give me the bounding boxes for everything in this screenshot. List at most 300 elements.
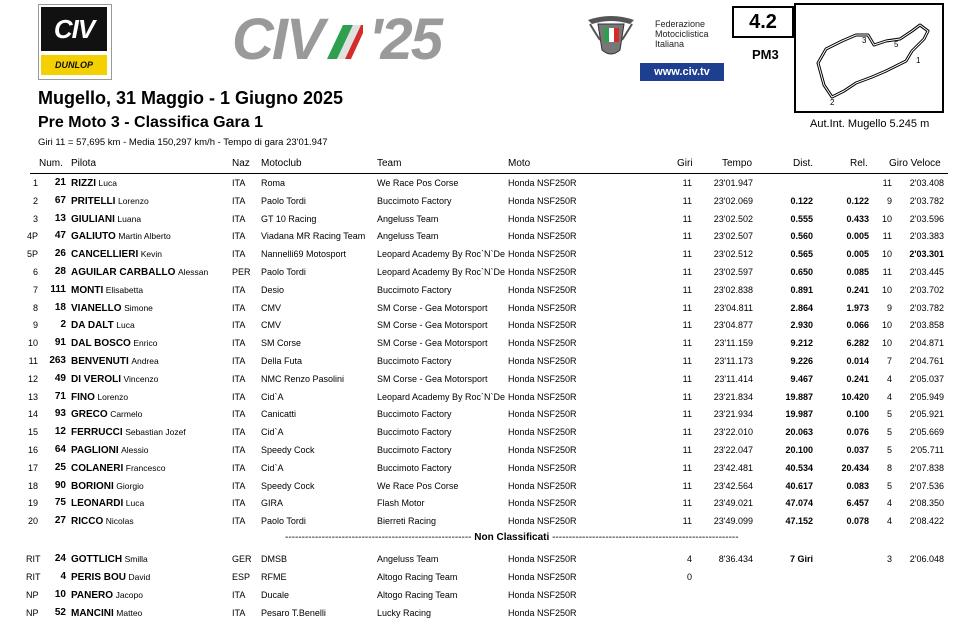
position: 15 — [27, 427, 38, 437]
bike: Honda NSF250R — [508, 303, 577, 313]
bike: Honda NSF250R — [508, 445, 577, 455]
table-row — [0, 569, 967, 586]
team: Leopard Academy By Roc`N`De — [377, 392, 506, 402]
nationality: ITA — [232, 374, 246, 384]
dunlop-logo-text: DUNLOP — [41, 55, 107, 75]
rider-name — [71, 554, 148, 565]
best-lap-time: 2'05.711 — [910, 445, 944, 455]
gap-previous: 0.241 — [846, 285, 869, 295]
rider-firstname: Andrea — [131, 356, 159, 366]
team: Lucky Racing — [377, 608, 432, 618]
nationality: ITA — [232, 303, 246, 313]
position: 17 — [27, 463, 38, 473]
motoclub: Desio — [261, 285, 285, 295]
race-time: 23'49.021 — [713, 498, 753, 508]
rider-name — [71, 409, 142, 420]
laps: 11 — [682, 267, 692, 277]
laps: 11 — [682, 338, 692, 348]
header-naz: Naz — [232, 158, 250, 169]
table-row — [0, 551, 967, 568]
motoclub: Ducale — [261, 590, 290, 600]
gap-previous: 0.005 — [846, 249, 869, 259]
nationality: ITA — [232, 498, 246, 508]
race-time: 23'21.834 — [713, 392, 753, 402]
table-row — [0, 442, 967, 459]
motoclub: Cid`A — [261, 392, 284, 402]
race-number: 71 — [54, 391, 66, 402]
best-lap-time: 2'07.536 — [909, 481, 944, 491]
motoclub: SM Corse — [261, 338, 302, 348]
race-summary: Giri 11 = 57,695 km - Media 150,297 km/h - Tempo di gara 23'01.947 — [38, 137, 328, 148]
nationality: ITA — [232, 231, 246, 241]
best-lap-time: 2'05.669 — [909, 427, 944, 437]
best-lap-time: 2'03.596 — [909, 214, 944, 224]
best-lap-time: 2'04.871 — [909, 338, 944, 348]
bike: Honda NSF250R — [508, 214, 577, 224]
team: SM Corse - Gea Motorsport — [377, 374, 488, 384]
team: Buccimoto Factory — [377, 196, 452, 206]
best-lap-number: 5 — [886, 481, 892, 491]
table-row — [0, 605, 967, 622]
table-row — [0, 460, 967, 477]
gap-leader: 2.930 — [790, 320, 813, 330]
gap-previous: 0.076 — [846, 427, 869, 437]
bike: Honda NSF250R — [508, 249, 577, 259]
non-classified-label: Non Classificati — [474, 532, 550, 543]
laps: 11 — [682, 481, 692, 491]
civ-logo-text: CIV — [41, 7, 107, 51]
race-number: 28 — [54, 266, 66, 277]
header-motoclub: Motoclub — [261, 158, 302, 169]
rider-firstname: Vincenzo — [123, 374, 159, 384]
bike: Honda NSF250R — [508, 498, 577, 508]
best-lap-time: 2'03.383 — [909, 231, 944, 241]
rider-firstname: Elisabetta — [105, 285, 144, 295]
team: Bierreti Racing — [377, 516, 437, 526]
position: 2 — [32, 196, 38, 206]
rider-firstname: Luca — [116, 320, 135, 330]
nationality: ITA — [232, 214, 246, 224]
best-lap-time: 2'05.949 — [909, 392, 944, 402]
best-lap-number: 9 — [886, 303, 892, 313]
rider-surname: GRECO — [71, 409, 108, 420]
gap-leader: 47.152 — [785, 516, 813, 526]
gap-leader: 0.555 — [790, 214, 813, 224]
race-time: 23'42.564 — [713, 481, 753, 491]
header-giro-veloce: Giro Veloce — [889, 158, 941, 169]
race-number: 4 — [60, 571, 66, 582]
race-number: 24 — [54, 553, 66, 564]
position: 16 — [27, 445, 38, 455]
rider-firstname: Kevin — [140, 249, 163, 259]
team: We Race Pos Corse — [377, 481, 459, 491]
rider-name — [71, 498, 144, 509]
bike: Honda NSF250R — [508, 590, 577, 600]
bike: Honda NSF250R — [508, 338, 577, 348]
race-time: 23'02.069 — [713, 196, 753, 206]
turn-label: 2 — [830, 98, 835, 107]
rider-firstname: Luca — [98, 178, 117, 188]
rider-firstname: Smilla — [124, 554, 148, 564]
civ25-logo-text: CIV — [232, 7, 323, 72]
position: 13 — [27, 392, 38, 402]
race-number: 67 — [54, 195, 66, 206]
motoclub: GIRA — [261, 498, 284, 508]
table-row — [0, 300, 967, 317]
team: Buccimoto Factory — [377, 445, 452, 455]
rider-name — [71, 590, 143, 601]
laps: 0 — [686, 572, 692, 582]
best-lap-number: 8 — [886, 463, 892, 473]
best-lap-time: 2'03.408 — [909, 178, 944, 188]
best-lap-time: 2'06.048 — [909, 554, 944, 564]
header-tempo: Tempo — [722, 158, 753, 169]
nationality: ITA — [232, 481, 246, 491]
bike: Honda NSF250R — [508, 463, 577, 473]
best-lap-time: 2'03.445 — [909, 267, 944, 277]
best-lap-number: 5 — [886, 409, 892, 419]
best-lap-time: 2'03.782 — [909, 196, 944, 206]
turn-label: 5 — [894, 40, 899, 49]
gap-previous: 0.083 — [846, 481, 869, 491]
gap-previous: 0.241 — [846, 374, 869, 384]
gap-leader: 9.226 — [790, 356, 813, 366]
table-row — [0, 371, 967, 388]
position: NP — [26, 608, 39, 618]
bike: Honda NSF250R — [508, 320, 577, 330]
best-lap-time: 2'03.782 — [909, 303, 944, 313]
rider-name — [71, 516, 134, 527]
bike: Honda NSF250R — [508, 178, 577, 188]
team: Leopard Academy By Roc`N`De — [377, 249, 506, 259]
rider-firstname: Jacopo — [115, 590, 143, 600]
bike: Honda NSF250R — [508, 374, 577, 384]
laps: 11 — [682, 249, 692, 259]
gap-leader: 9.212 — [790, 338, 813, 348]
table-row — [0, 317, 967, 334]
rider-surname: RICCO — [71, 516, 104, 527]
motoclub: CMV — [261, 303, 281, 313]
motoclub: Della Futa — [261, 356, 303, 366]
gap-leader: 47.074 — [785, 498, 813, 508]
rider-name — [71, 481, 144, 492]
rider-surname: VIANELLO — [71, 303, 122, 314]
motoclub: Speedy Cock — [261, 481, 315, 491]
motoclub: Nannelli69 Motosport — [261, 249, 347, 259]
table-row — [0, 424, 967, 441]
best-lap-number: 5 — [886, 427, 892, 437]
best-lap-number: 10 — [881, 285, 892, 295]
rider-surname: COLANERI — [71, 463, 124, 474]
team: SM Corse - Gea Motorsport — [377, 303, 488, 313]
best-lap-number: 7 — [886, 356, 892, 366]
bike: Honda NSF250R — [508, 231, 577, 241]
position: 20 — [27, 516, 38, 526]
team: Buccimoto Factory — [377, 427, 452, 437]
nationality: ITA — [232, 356, 246, 366]
table-row — [0, 228, 967, 245]
laps: 11 — [682, 445, 692, 455]
turn-label: 1 — [916, 56, 921, 65]
race-number: 49 — [54, 373, 66, 384]
table-row — [0, 513, 967, 530]
motoclub: RFME — [261, 572, 287, 582]
race-time: 23'49.099 — [713, 516, 753, 526]
gap-leader: 0.891 — [790, 285, 813, 295]
gap-previous: 0.014 — [846, 356, 869, 366]
team: Angeluss Team — [377, 231, 439, 241]
rider-surname: MONTI — [71, 285, 104, 296]
motoclub: GT 10 Racing — [261, 214, 317, 224]
team: Buccimoto Factory — [377, 285, 452, 295]
laps: 11 — [682, 463, 692, 473]
rider-name — [71, 427, 186, 438]
bike: Honda NSF250R — [508, 285, 577, 295]
best-lap-number: 4 — [886, 516, 892, 526]
mugello-track-icon — [796, 5, 942, 111]
laps: 11 — [682, 409, 692, 419]
team: Buccimoto Factory — [377, 463, 452, 473]
race-time: 23'22.047 — [713, 445, 753, 455]
laps: 11 — [682, 498, 692, 508]
laps: 11 — [682, 392, 692, 402]
civ25-year: '25 — [368, 7, 441, 72]
gap-previous: 0.078 — [846, 516, 869, 526]
position: 8 — [32, 303, 38, 313]
race-time: 8'36.434 — [718, 554, 753, 564]
gap-leader: 0.122 — [790, 196, 813, 206]
bike: Honda NSF250R — [508, 554, 577, 564]
fmi-line-3: Italiana — [655, 39, 685, 49]
bike: Honda NSF250R — [508, 608, 577, 618]
race-time: 23'04.811 — [714, 303, 753, 313]
rider-surname: DAL BOSCO — [71, 338, 131, 349]
header-giri: Giri — [677, 158, 693, 169]
fmi-line-2: Motociclistica — [655, 29, 709, 39]
position: NP — [26, 590, 39, 600]
track-info: Aut.Int. Mugello 5.245 m — [810, 118, 930, 130]
gap-previous: 6.282 — [846, 338, 869, 348]
team: SM Corse - Gea Motorsport — [377, 320, 488, 330]
position: 18 — [27, 481, 38, 491]
rider-firstname: Nicolas — [105, 516, 134, 526]
rider-firstname: Giorgio — [116, 481, 144, 491]
best-lap-number: 11 — [882, 231, 892, 241]
race-number: 21 — [54, 177, 66, 188]
table-row — [0, 211, 967, 228]
nationality: ITA — [232, 445, 246, 455]
gap-previous: 20.434 — [841, 463, 869, 473]
table-row — [0, 335, 967, 352]
race-time: 23'02.502 — [713, 214, 753, 224]
gap-leader: 0.650 — [790, 267, 813, 277]
best-lap-time: 2'05.921 — [909, 409, 944, 419]
best-lap-number: 5 — [886, 445, 892, 455]
header-rel: Rel. — [850, 158, 868, 169]
position: 5P — [26, 249, 38, 259]
team: Buccimoto Factory — [377, 356, 452, 366]
team: Buccimoto Factory — [377, 409, 452, 419]
gap-leader: 7 Giri — [789, 554, 813, 564]
header-num: Num. — [39, 158, 63, 169]
team: Leopard Academy By Roc`N`De — [377, 267, 506, 277]
rider-surname: BENVENUTI — [71, 356, 129, 367]
nationality: ITA — [232, 320, 246, 330]
track-map — [794, 3, 944, 113]
gap-leader: 40.617 — [785, 481, 813, 491]
motoclub: Paolo Tordi — [261, 516, 306, 526]
race-number: 91 — [54, 337, 66, 348]
italian-flag-swoosh-icon — [323, 21, 363, 61]
laps: 11 — [682, 285, 692, 295]
gap-leader: 9.467 — [790, 374, 813, 384]
race-time: 23'02.512 — [713, 249, 753, 259]
rider-surname: BORIONI — [71, 481, 114, 492]
rider-name — [71, 392, 128, 403]
race-number: 13 — [54, 213, 66, 224]
nationality: ITA — [232, 392, 246, 402]
motoclub: NMC Renzo Pasolini — [261, 374, 345, 384]
best-lap-time: 2'03.858 — [909, 320, 944, 330]
bike: Honda NSF250R — [508, 267, 577, 277]
best-lap-number: 4 — [886, 374, 892, 384]
position: 3 — [32, 214, 38, 224]
nationality: ITA — [232, 409, 246, 419]
nationality: ITA — [232, 338, 246, 348]
nationality: PER — [232, 267, 251, 277]
gap-previous: 6.457 — [846, 498, 869, 508]
laps: 11 — [682, 320, 692, 330]
rider-surname: LEONARDI — [71, 498, 124, 509]
gap-previous: 0.085 — [846, 267, 869, 277]
position: 1 — [32, 178, 38, 188]
team: Angeluss Team — [377, 554, 439, 564]
laps: 11 — [682, 427, 692, 437]
bike: Honda NSF250R — [508, 572, 577, 582]
motoclub: Pesaro T.Benelli — [261, 608, 326, 618]
motoclub: Cid`A — [261, 463, 284, 473]
race-number: 26 — [54, 248, 66, 259]
team: Altogo Racing Team — [377, 572, 458, 582]
race-time: 23'11.159 — [714, 338, 753, 348]
rider-firstname: Luana — [117, 214, 142, 224]
rider-name — [71, 463, 165, 474]
rider-surname: GALIUTO — [71, 231, 116, 242]
gap-previous: 1.973 — [846, 303, 869, 313]
laps: 11 — [682, 374, 692, 384]
gap-previous: 0.100 — [846, 409, 869, 419]
best-lap-number: 9 — [886, 196, 892, 206]
race-number: 2 — [60, 319, 66, 330]
team: Altogo Racing Team — [377, 590, 458, 600]
position: 9 — [32, 320, 38, 330]
position: 11 — [28, 356, 38, 366]
nationality: ITA — [232, 590, 246, 600]
best-lap-time: 2'03.702 — [909, 285, 944, 295]
race-time: 23'01.947 — [713, 178, 753, 188]
best-lap-number: 10 — [881, 214, 892, 224]
position: 14 — [27, 409, 38, 419]
rider-firstname: Francesco — [125, 463, 166, 473]
gap-leader: 20.063 — [785, 427, 813, 437]
table-row — [0, 282, 967, 299]
best-lap-time: 2'03.301 — [909, 249, 944, 259]
position: 6 — [32, 267, 38, 277]
event-title: Mugello, 31 Maggio - 1 Giugno 2025 — [38, 88, 344, 108]
laps: 11 — [682, 178, 692, 188]
non-classified-divider: -------------------------------------------------------- Non Classificati -------------------------------------------------------- — [285, 532, 739, 543]
race-time: 23'11.414 — [714, 374, 753, 384]
header-divider — [30, 173, 948, 174]
table-row — [0, 264, 967, 281]
nationality: ITA — [232, 427, 246, 437]
race-number: 75 — [54, 497, 66, 508]
race-time: 23'22.010 — [713, 427, 753, 437]
rider-name — [71, 267, 208, 278]
rider-firstname: David — [128, 572, 151, 582]
gap-previous: 0.122 — [846, 196, 869, 206]
rider-firstname: Alessan — [177, 267, 209, 277]
rider-surname: PERIS BOU — [71, 572, 127, 583]
table-row — [0, 478, 967, 495]
gap-previous: 0.037 — [846, 445, 869, 455]
race-number: 47 — [54, 230, 66, 241]
laps: 11 — [682, 356, 692, 366]
rider-surname: GOTTLICH — [71, 554, 123, 565]
gap-previous: 0.433 — [846, 214, 869, 224]
motoclub: DMSB — [261, 554, 288, 564]
position: 7 — [32, 285, 38, 295]
nationality: ESP — [232, 572, 251, 582]
best-lap-number: 10 — [881, 320, 892, 330]
rider-firstname: Lorenzo — [97, 392, 129, 402]
nationality: ITA — [232, 196, 246, 206]
gap-leader: 0.560 — [790, 231, 813, 241]
turn-label: 3 — [862, 36, 867, 45]
race-time: 23'04.877 — [713, 320, 753, 330]
rider-firstname: Lorenzo — [117, 196, 149, 206]
category-code: PM3 — [752, 47, 779, 62]
position: 19 — [27, 498, 38, 508]
table-row — [0, 353, 967, 370]
nationality: ITA — [232, 608, 246, 618]
best-lap-time: 2'04.761 — [909, 356, 944, 366]
motoclub: Speedy Cock — [261, 445, 315, 455]
race-number: 52 — [54, 607, 66, 618]
rider-surname: FINO — [71, 392, 95, 403]
civ-url-badge: www.civ.tv — [640, 63, 724, 81]
rider-surname: PANERO — [71, 590, 114, 601]
best-lap-time: 2'08.350 — [909, 498, 944, 508]
bike: Honda NSF250R — [508, 356, 577, 366]
bike: Honda NSF250R — [508, 409, 577, 419]
civ25-logo — [232, 7, 441, 72]
bike: Honda NSF250R — [508, 427, 577, 437]
motoclub: Canicatti — [261, 409, 297, 419]
rider-firstname: Martin Alberto — [118, 231, 171, 241]
bike: Honda NSF250R — [508, 516, 577, 526]
fmi-emblem-icon — [586, 10, 636, 60]
nationality: GER — [232, 554, 252, 564]
race-number: 10 — [54, 589, 66, 600]
table-row — [0, 175, 967, 192]
position: RIT — [26, 554, 41, 564]
laps: 11 — [682, 303, 692, 313]
best-lap-number: 4 — [886, 392, 892, 402]
rider-surname: MANCINI — [71, 608, 114, 619]
nationality: ITA — [232, 516, 246, 526]
rider-name — [71, 231, 171, 242]
